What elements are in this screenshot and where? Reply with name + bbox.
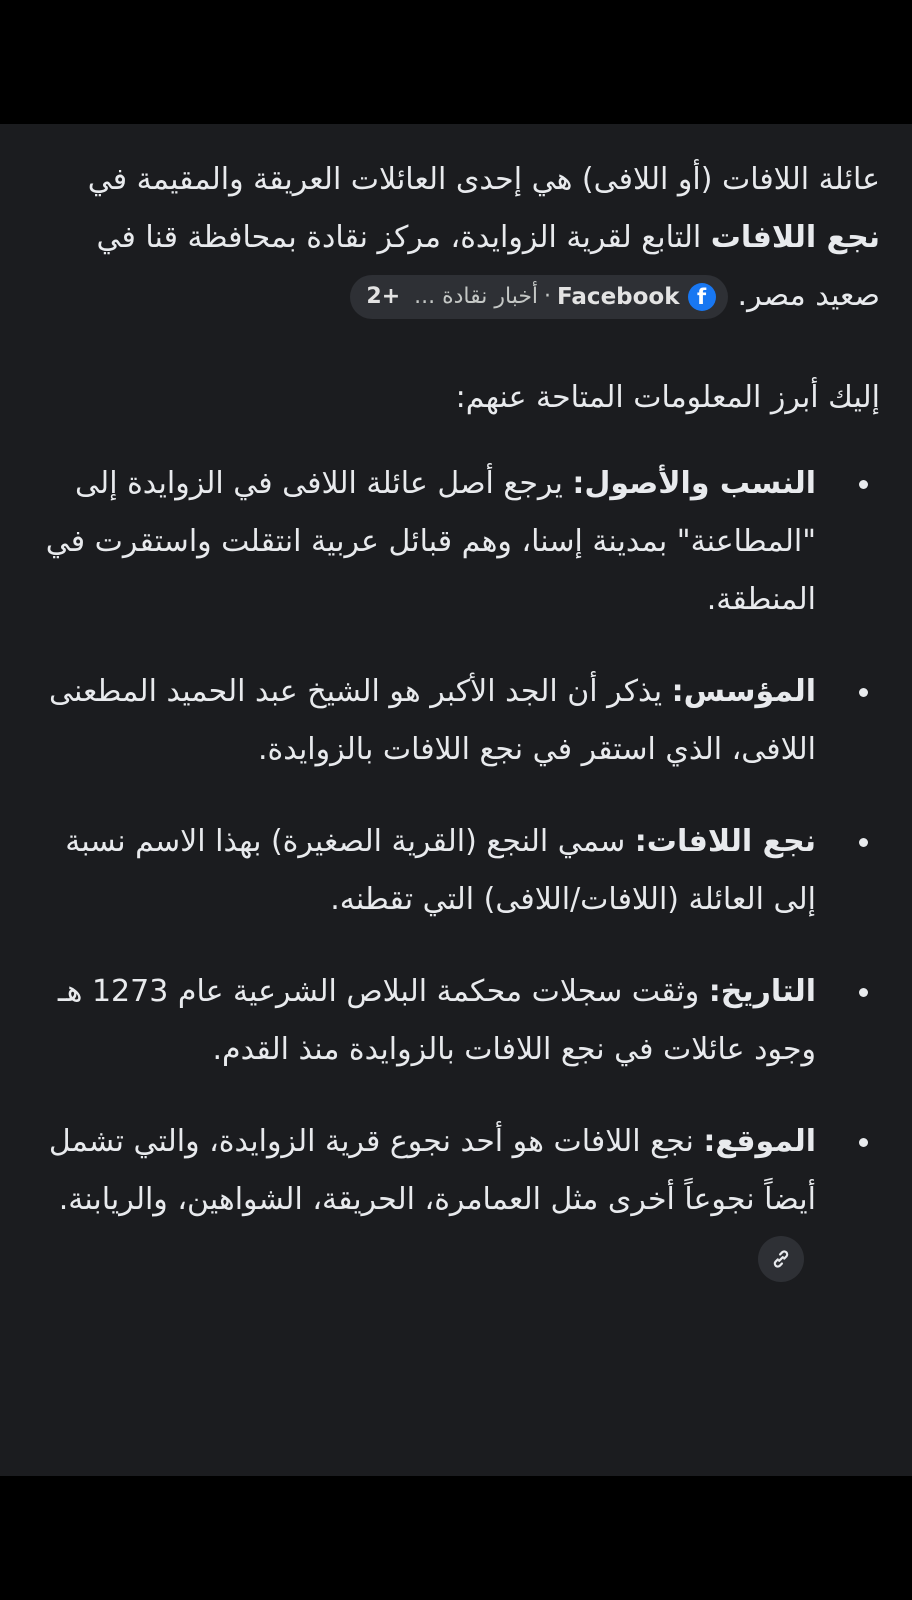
- source-title: أخبار نقادة ...: [414, 283, 539, 309]
- list-item-term: المؤسس:: [671, 674, 816, 709]
- response-panel: [0, 124, 912, 1476]
- list-item: [44, 813, 880, 929]
- list-item-term: التاريخ:: [708, 974, 816, 1009]
- list-item-term: النسب والأصول:: [572, 466, 816, 501]
- link-chip[interactable]: [758, 1236, 804, 1282]
- source-chip[interactable]: [350, 275, 727, 319]
- list-item-text: وثقت سجلات محكمة البلاص الشرعية عام 1273 هـ وجود عائلات في نجع اللافات بالزوايدة منذ القدم.: [57, 974, 816, 1067]
- lead-paragraph: إليك أبرز المعلومات المتاحة عنهم:: [455, 380, 880, 415]
- bullet-dot: [859, 1138, 868, 1147]
- list-item-term: نجع اللافات:: [634, 824, 816, 859]
- bullet-dot: [859, 480, 868, 489]
- list-item: [44, 663, 880, 779]
- intro-bold-place: نجع اللافات: [710, 220, 880, 255]
- source-more-count: +2: [366, 283, 401, 309]
- bottom-fade: [0, 1436, 912, 1476]
- list-item-term: الموقع:: [703, 1124, 816, 1159]
- response-content: [0, 151, 912, 1287]
- list-item-text: يرجع أصل عائلة اللافى في الزوايدة إلى "المطاعنة" بمدينة إسنا، وهم قبائل عربية انتقلت واستقرت في المنطقة.: [45, 466, 816, 617]
- intro-paragraph: [44, 151, 880, 325]
- source-site-name: Facebook: [557, 283, 680, 310]
- facebook-icon: f: [688, 283, 716, 311]
- intro-text-after: التابع لقرية الزوايدة، مركز نقادة بمحافظة قنا في صعيد مصر.: [96, 220, 880, 313]
- list-item: [44, 455, 880, 629]
- bullet-dot: [859, 988, 868, 997]
- list-item-text: نجع اللافات هو أحد نجوع قرية الزوايدة، والتي تشمل أيضاً نجوعاً أخرى مثل العمامرة، الحريقة، الشواهين، والريابنة.: [48, 1124, 816, 1217]
- bullet-dot: [859, 838, 868, 847]
- source-separator: ·: [544, 283, 552, 309]
- list-item: [44, 963, 880, 1079]
- list-item-text: يذكر أن الجد الأكبر هو الشيخ عبد الحميد المطعنى اللافى، الذي استقر في نجع اللافات بالزوايدة.: [48, 674, 816, 767]
- info-list: [44, 455, 880, 1287]
- list-item-text: سمي النجع (القرية الصغيرة) بهذا الاسم نسبة إلى العائلة (اللافات/اللافى) التي تقطنه.: [65, 824, 816, 917]
- link-icon: [770, 1248, 792, 1270]
- bullet-dot: [859, 688, 868, 697]
- intro-text-before: عائلة اللافات (أو اللافى) هي إحدى العائلات العريقة والمقيمة في: [87, 162, 880, 197]
- list-item: [44, 1113, 880, 1287]
